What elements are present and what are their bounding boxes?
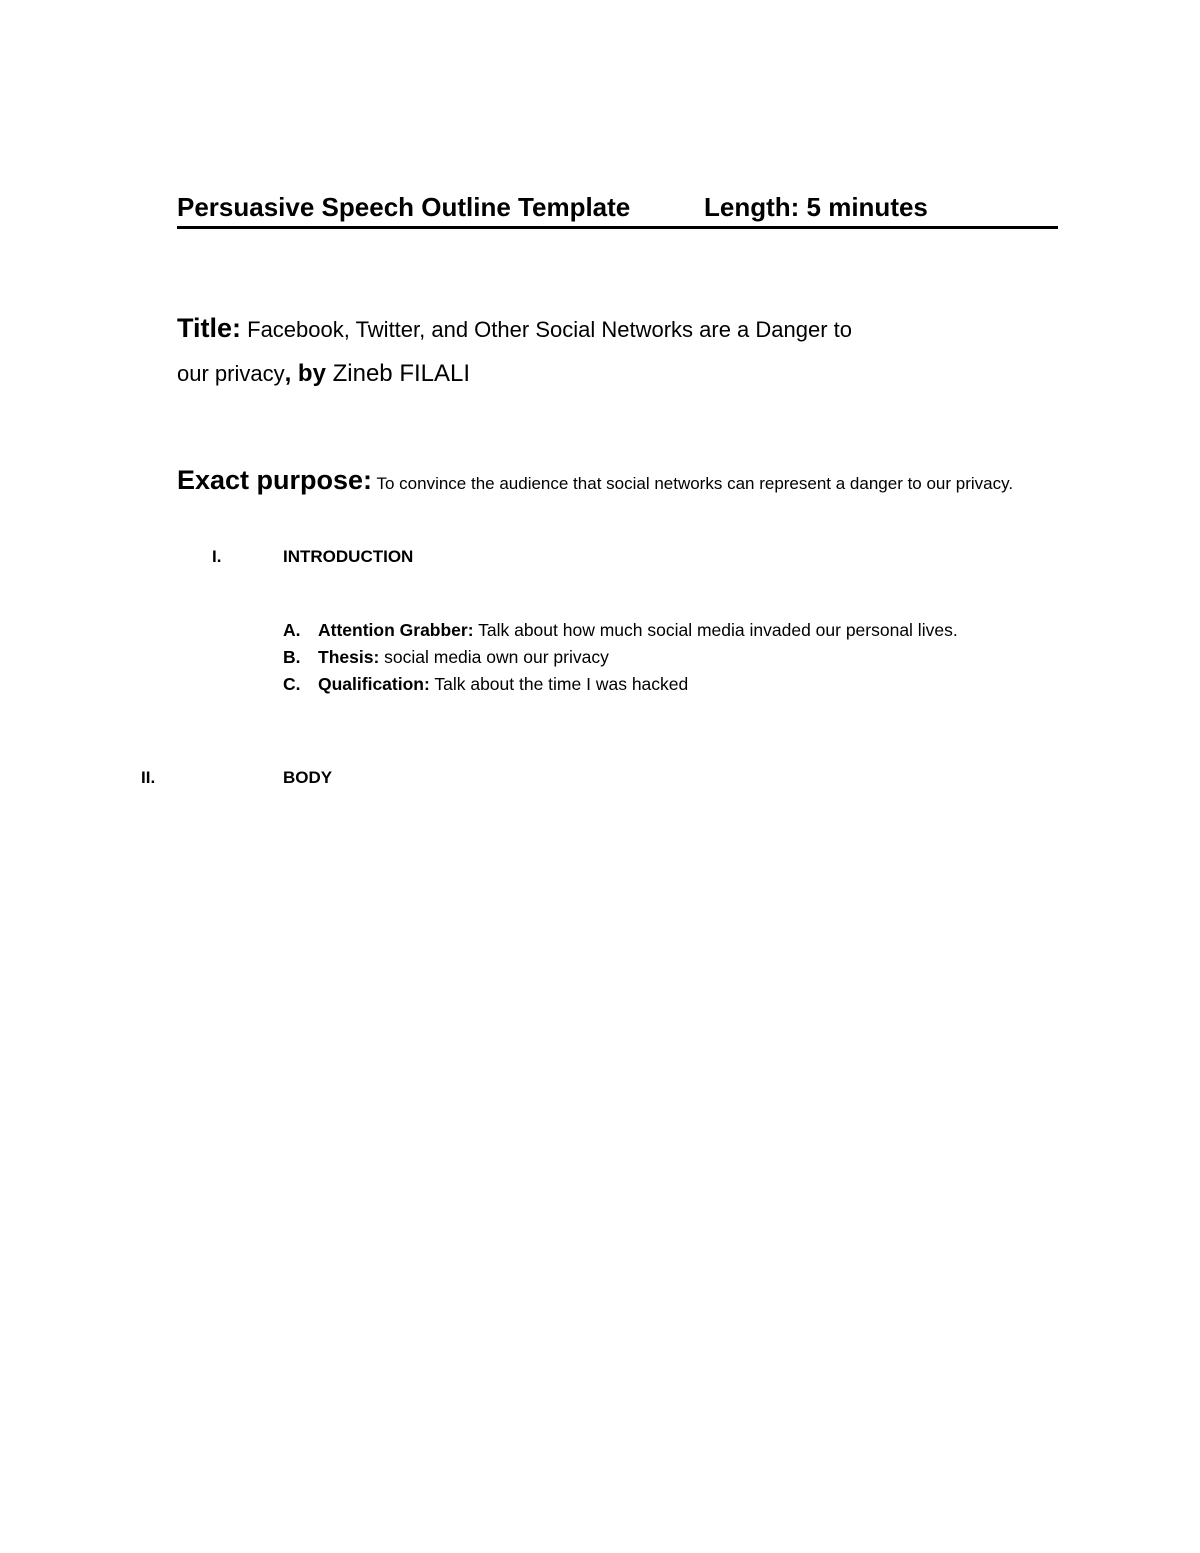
title-comma: , bbox=[284, 360, 292, 387]
section2-numeral: II. bbox=[141, 768, 156, 787]
item-term: Qualification: bbox=[318, 674, 430, 694]
document-header bbox=[177, 188, 1058, 229]
header-title: Persuasive Speech Outline Template bbox=[177, 192, 631, 222]
section1-numeral: I. bbox=[212, 547, 222, 566]
purpose-label: Exact purpose: bbox=[177, 465, 373, 495]
header-length: Length: 5 minutes bbox=[704, 192, 928, 222]
list-item bbox=[283, 617, 1083, 644]
item-text: Talk about how much social media invaded our personal lives. bbox=[473, 620, 958, 640]
list-item bbox=[283, 671, 1083, 698]
item-term: Attention Grabber: bbox=[318, 620, 474, 640]
exact-purpose-block bbox=[177, 464, 1057, 500]
section1-heading: INTRODUCTION bbox=[283, 547, 414, 566]
item-letter: A. bbox=[283, 620, 301, 640]
item-letter: B. bbox=[283, 647, 301, 667]
list-item bbox=[283, 644, 1083, 671]
introduction-list bbox=[283, 617, 1083, 698]
item-letter: C. bbox=[283, 674, 301, 694]
title-author: Zineb FILALI bbox=[325, 360, 471, 387]
section2-heading: BODY bbox=[283, 768, 333, 787]
speech-title-block bbox=[177, 306, 1057, 396]
title-label: Title: bbox=[177, 313, 242, 343]
item-text: Talk about the time I was hacked bbox=[429, 674, 689, 694]
item-text: social media own our privacy bbox=[379, 647, 609, 667]
item-term: Thesis: bbox=[318, 647, 380, 667]
title-text-line1: Facebook, Twitter, and Other Social Networks are a Danger to bbox=[241, 317, 853, 342]
purpose-text: To convince the audience that social networks can represent a danger to our privacy. bbox=[372, 474, 1014, 493]
title-text-line2: our privacy bbox=[177, 361, 285, 386]
title-by: by bbox=[291, 360, 326, 387]
